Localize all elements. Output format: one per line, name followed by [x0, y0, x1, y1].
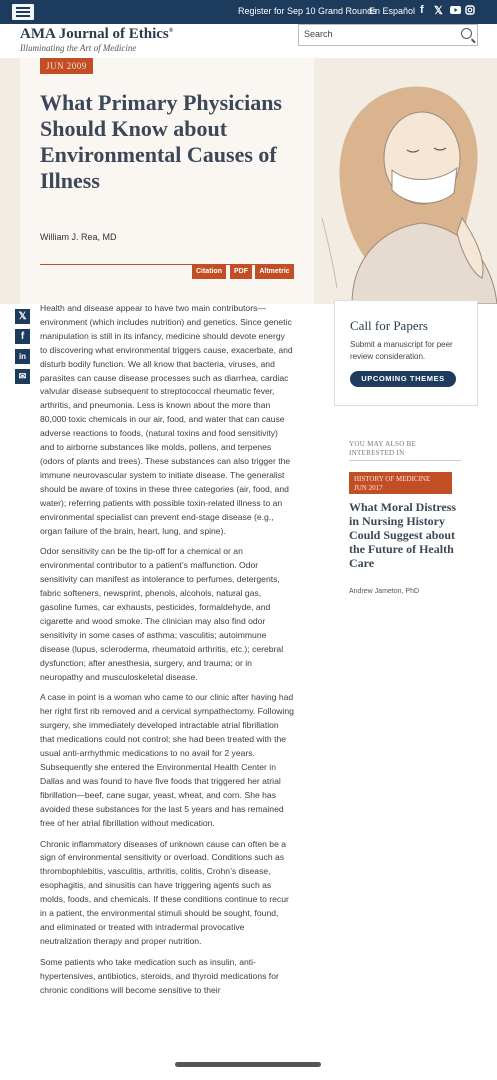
cfp-text: Submit a manuscript for peer review consideration. — [350, 340, 453, 361]
x-icon[interactable]: 𝕏 — [434, 5, 443, 17]
instagram-icon[interactable] — [465, 5, 475, 15]
x-icon[interactable]: 𝕏 — [15, 309, 30, 324]
article-title: What Primary Physicians Should Know about Environmental Causes of Illness — [40, 90, 282, 193]
youtube-icon[interactable] — [450, 6, 461, 14]
related-divider — [349, 460, 461, 461]
register-link[interactable]: Register for Sep 10 Grand Rounds — [238, 6, 377, 16]
related-category-badge — [349, 472, 452, 494]
search-input[interactable] — [298, 24, 478, 46]
logo[interactable]: AMA Journal of Ethics® — [20, 26, 174, 42]
article-body — [40, 302, 294, 1005]
related-date: JUN 2017 — [354, 484, 383, 492]
facebook-icon[interactable]: f — [420, 4, 424, 16]
pdf-button[interactable]: PDF — [230, 264, 252, 279]
search-placeholder: Search — [304, 29, 333, 39]
horizontal-scrollbar[interactable] — [175, 1062, 321, 1067]
call-for-papers-card — [334, 300, 478, 406]
search-icon[interactable] — [461, 28, 472, 39]
article-paragraph: Odor sensitivity can be the tip-off for a chemical or an environmental contributor to a patient’s malfunction. Odor sensitivity can manifest as intolerance to perfumes, detergents, fabric softeners, newsprint, phenols, alcohols, natural gas, gasoline fumes, car exhausts, pesticides, formaldehyde, and cigarette and wood smoke. The clinician may also find odor sensitivity in some cases of asthma; vasculitis; autoimmune disease (lupus, scleroderma, rheumatoid arthritis, etc.); cerebral dysfunction; after anesthesia, surgery, and trauma; or in neuropathy and musculoskeletal disease. — [40, 546, 284, 682]
top-nav-bar — [0, 0, 497, 24]
article-paragraph: Some patients who take medication such as insulin, anti-hypertensives, antibiotics, steroids, and thyroid medications for chronic conditions will become sensitive to their — [40, 956, 279, 995]
related-article-title[interactable]: What Moral Distress in Nursing History Could Suggest about the Future of Health Care — [349, 500, 457, 570]
hero-illustration — [312, 58, 497, 304]
linkedin-icon[interactable]: in — [15, 349, 30, 364]
article-paragraph: Chronic inflammatory diseases of unknown cause can often be a sign of environmental sensitivity or overload. Conditions such as thrombophlebitis, vasculitis, arthritis, colitis, Crohn’s disease, esophagitis, and sinusitis can have triggering agents such as molds, foods, and chemicals. If these conditions continue to recur in a patient, the environmental stimuli should be sought, found, and eliminated or treated with intradermal provocative neutralization therapy and proper nutrition. — [40, 838, 289, 946]
related-heading: YOU MAY ALSO BE INTERESTED IN — [349, 440, 417, 457]
espanol-link[interactable]: En Español — [369, 6, 416, 16]
article-author[interactable]: William J. Rea, MD — [40, 232, 117, 242]
altmetric-button[interactable]: Altmetric — [255, 264, 294, 279]
upcoming-themes-button[interactable]: UPCOMING THEMES — [350, 371, 456, 387]
logo-tagline: Illuminating the Art of Medicine — [20, 43, 137, 53]
cfp-title: Call for Papers — [350, 318, 428, 333]
article-paragraph: Health and disease appear to have two main contributors—environment (which includes nutrition) and genetics. Since genetic manipulation is still in its infancy, medicine should devote energy to discovering what environmental triggers cause, exacerbate, and disturb bodily function. We all know that bacteria, viruses, and parasites can cause disease processes such as diarrhea, cardiac valvular disease subsequent to streptococcal rheumatic fever, arthritis, and pneumonia. Less is known about the more than 80,000 toxic chemicals in our air, food, and water that can cause adverse reactions to foods, (natural toxins and food sensitivity) and to airborne substances like molds, pollens, and terpenes (odors of plants and trees). These substances can also trigger the immune neurovascular system to initiate disease. The generalist should be aware of toxins in these three categories (air, food, and water); referring patients with possible toxin-related illness to an environmental specialist can prevent end-stage disease (e.g., organ failure of the brain, heart, lung, and spine). — [40, 303, 293, 536]
facebook-icon[interactable]: f — [15, 329, 30, 344]
email-icon[interactable]: ✉ — [15, 369, 30, 384]
citation-button[interactable]: Citation — [192, 264, 226, 279]
article-paragraph: A case in point is a woman who came to our clinic after having had her right first rib removed and a cervical sympathectomy. Following surgery, she immediately developed intractable atrial fibrillation that medications could not control; she had been treated with the usual anti-arrhythmic medications to no avail for 2 years. Subsequently she entered the Environmental Health Center in Dallas and was found to have five foods that triggered her atrial fibrillation—beef, cane sugar, yeast, wheat, and corn. She has avoided these substances for the last 5 years and has remained free of her atrial fibrillation without medication. — [40, 692, 294, 828]
related-article-author: Andrew Jameton, PhD — [349, 588, 420, 595]
date-badge: JUN 2009 — [40, 58, 93, 74]
menu-icon[interactable] — [12, 4, 34, 20]
related-category: HISTORY OF MEDICINE — [354, 475, 431, 483]
